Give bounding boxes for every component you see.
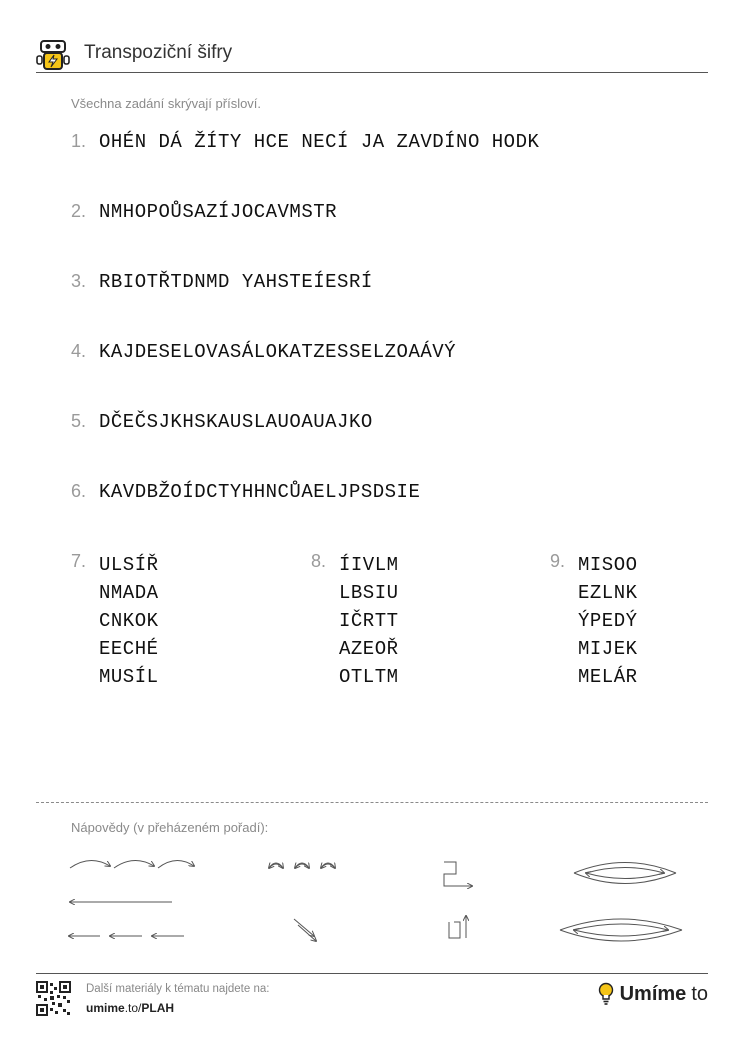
footer-link-domain: umime: [86, 1001, 125, 1015]
cipher-item: [71, 131, 539, 157]
cipher-item: [71, 271, 373, 297]
grid-line: EECHÉ: [99, 638, 159, 660]
hint-reverse-lens-wide-icon: [556, 914, 686, 946]
item-number: 3.: [71, 271, 87, 291]
grid-line: NMADA: [99, 582, 159, 604]
lightbulb-icon: [598, 982, 614, 1006]
cipher-item: [71, 481, 420, 507]
brand-suffix: to: [691, 982, 708, 1005]
item-number: 8.: [311, 551, 327, 571]
footer-link-tld: .to/: [124, 1001, 142, 1015]
hint-backward-arrows-icon: [66, 928, 186, 944]
cipher-text: NMHOPOŮSAZÍJOCAVMSTR: [99, 201, 338, 223]
grid-line: MUSÍL: [99, 666, 159, 688]
hints-title: Nápovědy (v přeházeném pořadí):: [71, 820, 269, 835]
cipher-text: RBIOTŘTDNMD YAHSTEÍESRÍ: [99, 271, 373, 293]
grid-line: MISOO: [578, 554, 638, 576]
cipher-item: [71, 201, 337, 227]
brand-name: Umíme: [619, 982, 687, 1005]
grid-line: IČRTT: [339, 610, 399, 632]
item-number: 4.: [71, 341, 87, 361]
grid-line: ULSÍŘ: [99, 554, 159, 576]
hint-diagonal-arrows-icon: [290, 916, 320, 944]
cipher-grid: [71, 551, 159, 691]
cipher-text: KAVDBŽOÍDCTYHHNCŮAELJPSDSIE: [99, 481, 421, 503]
item-number: 7.: [71, 551, 87, 571]
grid-line: OTLTM: [339, 666, 399, 688]
brand-logo: [598, 982, 708, 1006]
hint-spiral-path-icon: [444, 912, 474, 942]
qr-code-icon: [36, 981, 71, 1016]
cipher-item: [71, 341, 456, 367]
grid-line: ÍIVLM: [339, 554, 399, 576]
item-number: 6.: [71, 481, 87, 501]
hint-arcs-reverse-arrow-icon: [66, 852, 196, 912]
robot-logo-icon: [36, 40, 70, 70]
grid-line: CNKOK: [99, 610, 159, 632]
footer-divider: [36, 973, 708, 974]
item-number: 5.: [71, 411, 87, 431]
grid-line: MELÁR: [578, 666, 638, 688]
dashed-divider: [36, 802, 708, 803]
cipher-grid: [550, 551, 638, 691]
page-title: Transpoziční šifry: [84, 42, 233, 63]
hint-reverse-lens-icon: [570, 858, 680, 888]
grid-line: LBSIU: [339, 582, 399, 604]
item-number: 1.: [71, 131, 87, 151]
footer-link-code: PLAH: [141, 1001, 175, 1015]
cipher-grid: [311, 551, 399, 691]
cipher-item: [71, 411, 373, 437]
cipher-text: KAJDESELOVASÁLOKATZESSELZOAÁVÝ: [99, 341, 457, 363]
grid-line: EZLNK: [578, 582, 638, 604]
grid-line: ÝPEDÝ: [578, 610, 638, 632]
page-header: [36, 38, 708, 73]
hint-snake-path-icon: [438, 860, 478, 894]
intro-text: Všechna zadání skrývají přísloví.: [71, 96, 262, 111]
footer-text: Další materiály k tématu najdete na:: [86, 983, 270, 995]
item-number: 2.: [71, 201, 87, 221]
footer-link[interactable]: [86, 1001, 174, 1015]
grid-line: MIJEK: [578, 638, 638, 660]
item-number: 9.: [550, 551, 566, 571]
hint-swap-pairs-icon: [265, 856, 345, 874]
grid-line: AZEOŘ: [339, 638, 399, 660]
cipher-text: DČEČSJKHSKAUSLAUOAUAJKO: [99, 411, 373, 433]
cipher-text: OHÉN DÁ ŽÍTY HCE NECÍ JA ZAVDÍNO HODK: [99, 131, 540, 153]
